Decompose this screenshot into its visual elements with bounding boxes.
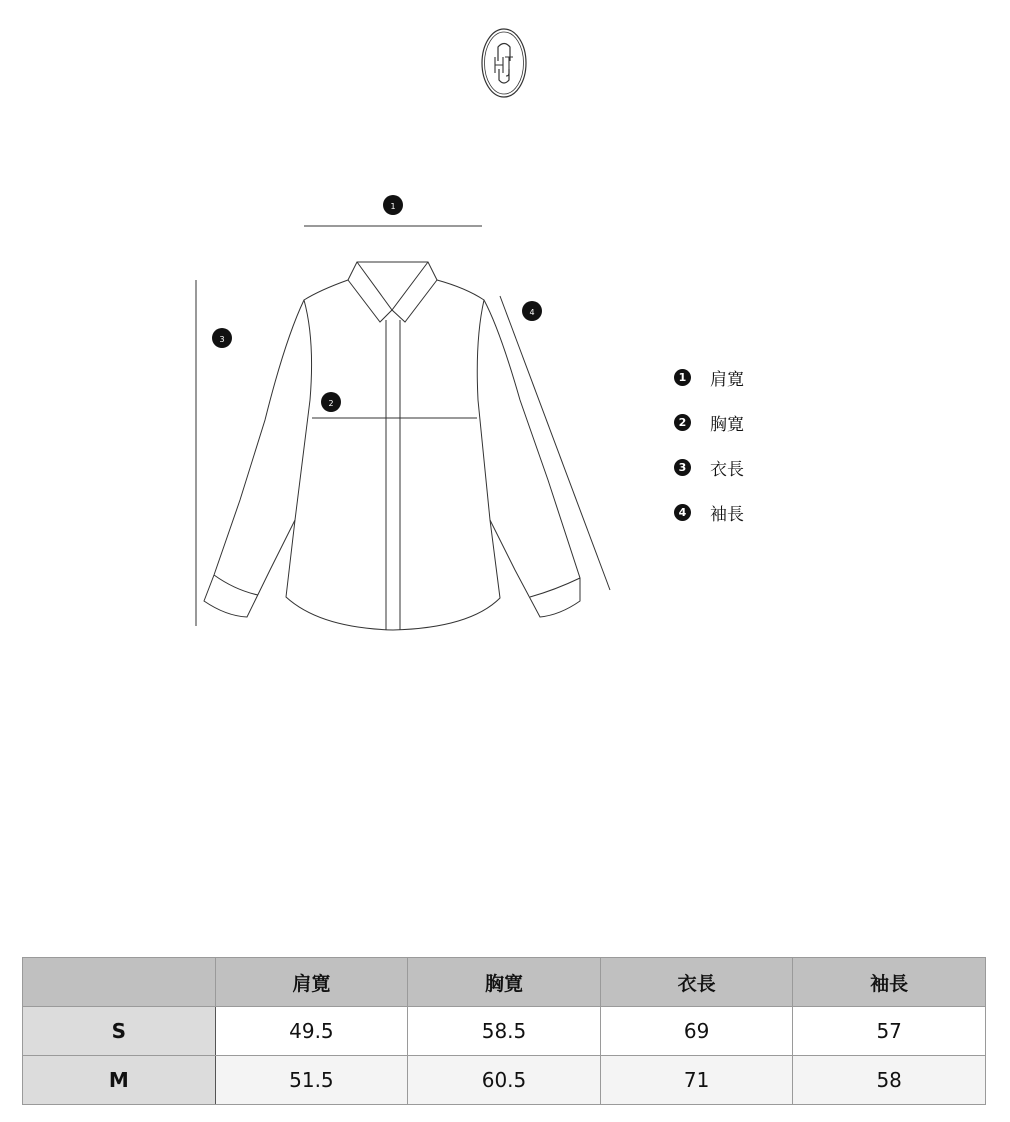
table-header-cell: 衣長 <box>600 958 793 1007</box>
right-sleeve <box>484 300 580 617</box>
svg-text:1: 1 <box>390 202 396 211</box>
legend-item <box>674 445 744 490</box>
size-table <box>22 957 986 1105</box>
svg-text:4: 4 <box>529 308 535 317</box>
legend-number: 4 <box>674 504 691 521</box>
size-label: M <box>23 1056 216 1105</box>
svg-text:3: 3 <box>219 335 225 344</box>
table-cell: 57 <box>793 1007 986 1056</box>
table-cell: 49.5 <box>215 1007 408 1056</box>
sleeve-measure-line <box>500 296 610 590</box>
table-header-cell <box>23 958 216 1007</box>
table-header-cell: 肩寛 <box>215 958 408 1007</box>
marker-2 <box>321 392 341 412</box>
legend-item <box>674 490 744 535</box>
table-cell: 69 <box>600 1007 793 1056</box>
legend-number: 2 <box>674 414 691 431</box>
legend-item <box>674 400 744 445</box>
legend-label: 袖長 <box>710 505 744 525</box>
marker-4 <box>522 301 542 321</box>
legend-label: 衣長 <box>710 460 744 480</box>
legend-label: 胸寛 <box>710 415 744 435</box>
svg-text:2: 2 <box>328 399 334 408</box>
legend-label: 肩寛 <box>710 370 744 390</box>
marker-3 <box>212 328 232 348</box>
table-cell: 60.5 <box>408 1056 601 1105</box>
shirt-body <box>286 280 500 630</box>
legend-number: 1 <box>674 369 691 386</box>
table-header-cell: 袖長 <box>793 958 986 1007</box>
table-cell: 58 <box>793 1056 986 1105</box>
collar-shape <box>348 262 437 322</box>
table-cell: 58.5 <box>408 1007 601 1056</box>
table-header-row <box>23 958 986 1007</box>
size-label: S <box>23 1007 216 1056</box>
table-header-cell: 胸寛 <box>408 958 601 1007</box>
table-cell: 51.5 <box>215 1056 408 1105</box>
table-row <box>23 1056 986 1105</box>
legend-number: 3 <box>674 459 691 476</box>
measurement-legend <box>674 355 744 535</box>
legend-item <box>674 355 744 400</box>
marker-1 <box>383 195 403 215</box>
table-row <box>23 1007 986 1056</box>
table-cell: 71 <box>600 1056 793 1105</box>
